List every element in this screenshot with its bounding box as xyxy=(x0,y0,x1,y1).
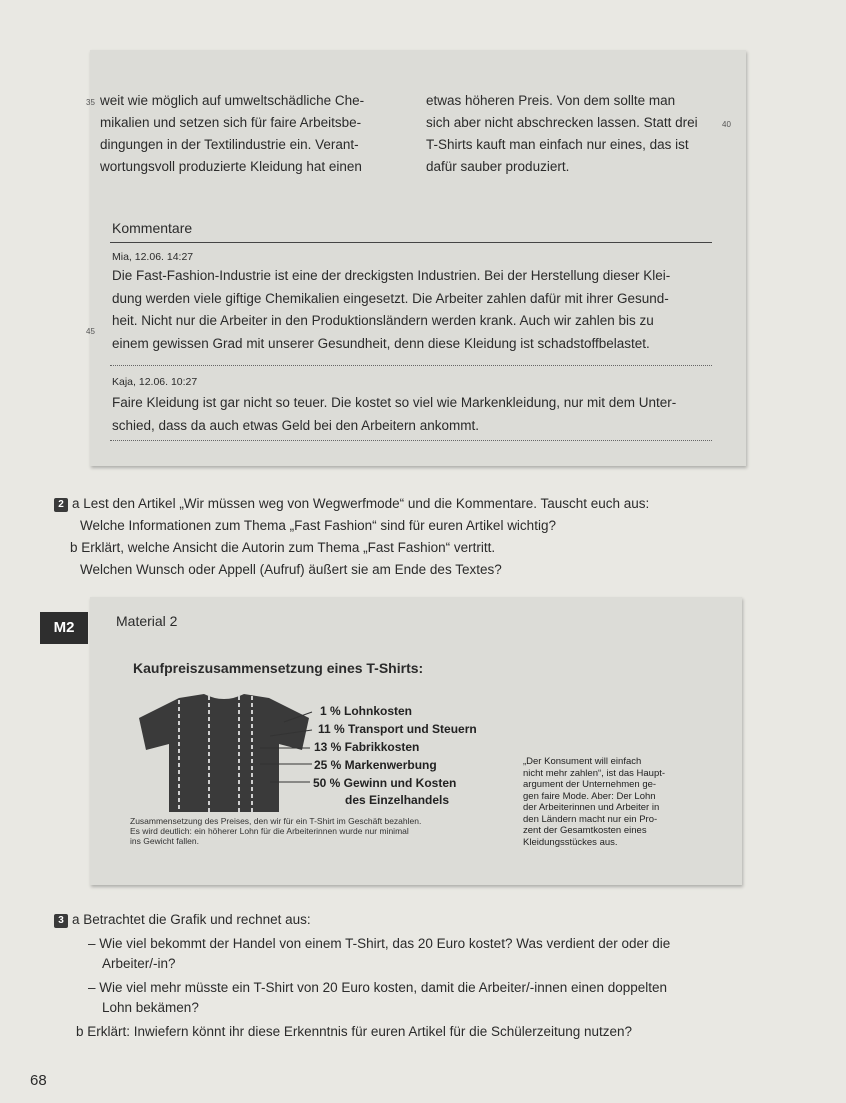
comment-line: dung werden viele giftige Chemikalien eingesetzt. Die Arbeiter zahlen dafür mit ihrer Gesund- xyxy=(112,290,669,306)
divider xyxy=(110,365,712,366)
quote-line: zent der Gesamtkosten eines xyxy=(523,825,647,836)
divider xyxy=(110,242,712,243)
page-number: 68 xyxy=(30,1072,47,1089)
task-line: b Erklärt: Inwiefern könnt ihr diese Erkenntnis für euren Artikel für die Schülerzeitung nutzen? xyxy=(76,1024,633,1039)
task-line: Welche Informationen zum Thema „Fast Fashion“ sind für euren Artikel wichtig? xyxy=(80,518,556,533)
task-line: b Erklärt, welche Ansicht die Autorin zum Thema „Fast Fashion“ vertritt. xyxy=(70,540,496,555)
note-line: Zusammensetzung des Preises, den wir für ein T-Shirt im Geschäft bezahlen. xyxy=(130,816,422,826)
task-3 xyxy=(54,910,311,930)
material-tag: M2 xyxy=(40,612,88,644)
comment-body xyxy=(112,392,676,437)
line-number: 40 xyxy=(722,120,731,129)
comment-line: schied, dass da auch etwas Geld bei den Arbeitern ankommt. xyxy=(112,417,479,433)
legend-label: 11 % Transport und Steuern xyxy=(318,722,477,736)
leader-lines xyxy=(230,700,320,790)
quote-box xyxy=(523,756,665,848)
task-line: Arbeiter/-in? xyxy=(102,956,176,971)
note-line: ins Gewicht fallen. xyxy=(130,836,199,846)
line-number: 45 xyxy=(86,327,95,336)
article-line: sich aber nicht abschrecken lassen. Statt drei xyxy=(426,115,698,130)
comment-line: einem gewissen Grad mit unserer Gesundheit, denn diese Kleidung ist schadstoffbelastet. xyxy=(112,335,650,351)
comment-meta: Kaja, 12.06. 10:27 xyxy=(112,376,198,388)
quote-line: „Der Konsument will einfach xyxy=(523,756,642,767)
comment-line: Die Fast-Fashion-Industrie ist eine der dreckigsten Industrien. Bei der Herstellung dieser Klei- xyxy=(112,268,671,283)
task-line: Lohn bekämen? xyxy=(102,1000,199,1015)
article-right-column xyxy=(426,90,698,178)
article-line: T-Shirts kauft man einfach nur eines, das ist xyxy=(426,137,689,152)
task-line: a Betrachtet die Grafik und rechnet aus: xyxy=(72,912,311,927)
comments-title: Kommentare xyxy=(112,220,193,236)
article-line: weit wie möglich auf umweltschädliche Che- xyxy=(100,93,365,108)
legend-label: 50 % Gewinn und Kosten xyxy=(313,776,457,790)
article-line: wortungsvoll produzierte Kleidung hat einen xyxy=(100,159,362,174)
article-line: mikalien und setzen sich für faire Arbeitsbe- xyxy=(100,115,362,130)
legend-label: 25 % Markenwerbung xyxy=(314,758,437,772)
article-line: dingungen in der Textilindustrie ein. Verant- xyxy=(100,137,359,152)
chart-title: Kaufpreiszusammensetzung eines T-Shirts: xyxy=(133,660,424,676)
quote-line: nicht mehr zahlen“, ist das Haupt- xyxy=(523,767,666,779)
task-line: Welchen Wunsch oder Appell (Aufruf) äußert sie am Ende des Textes? xyxy=(80,562,502,577)
chart-note xyxy=(130,816,421,846)
quote-line: der Arbeiterinnen und Arbeiter in xyxy=(523,802,660,813)
legend-label: 13 % Fabrikkosten xyxy=(314,740,420,754)
task-2-body xyxy=(70,516,556,580)
article-line: dafür sauber produziert. xyxy=(426,159,570,174)
divider xyxy=(110,440,712,441)
task-number-badge: 2 xyxy=(54,498,68,512)
quote-line: den Ländern macht nur ein Pro- xyxy=(523,813,658,825)
task-2 xyxy=(54,494,649,514)
task-line: – Wie viel bekommt der Handel von einem T-Shirt, das 20 Euro kostet? Was verdient der oder die xyxy=(88,936,671,951)
task-line: – Wie viel mehr müsste ein T-Shirt von 20 Euro kosten, damit die Arbeiter/-innen einen doppelten xyxy=(88,980,668,995)
legend-label: 1 % Lohnkosten xyxy=(320,704,413,718)
comment-line: Faire Kleidung ist gar nicht so teuer. Die kostet so viel wie Markenkleidung, nur mit dem Unter- xyxy=(112,395,677,410)
quote-line: gen faire Mode. Aber: Der Lohn xyxy=(523,790,656,802)
line-number: 35 xyxy=(86,98,95,107)
task-line: a Lest den Artikel „Wir müssen weg von Wegwerfmode“ und die Kommentare. Tauscht euch aus: xyxy=(72,496,650,511)
note-line: Es wird deutlich: ein höherer Lohn für die Arbeiterinnen wurde nur minimal xyxy=(130,826,409,836)
material-label: Material 2 xyxy=(116,613,178,629)
comment-meta: Mia, 12.06. 14:27 xyxy=(112,251,194,263)
task-number-badge: 3 xyxy=(54,914,68,928)
quote-line: Kleidungsstückes aus. xyxy=(523,836,618,848)
comment-body xyxy=(112,265,670,355)
article-line: etwas höheren Preis. Von dem sollte man xyxy=(426,93,676,108)
comment-line: heit. Nicht nur die Arbeiter in den Produktionsländern werden krank. Auch wir zahlen bis zu xyxy=(112,313,654,328)
quote-line: argument der Unternehmen ge- xyxy=(523,779,657,790)
legend-label: des Einzelhandels xyxy=(345,793,450,807)
task-3-bullets xyxy=(88,934,670,1018)
article-left-column xyxy=(100,90,364,178)
